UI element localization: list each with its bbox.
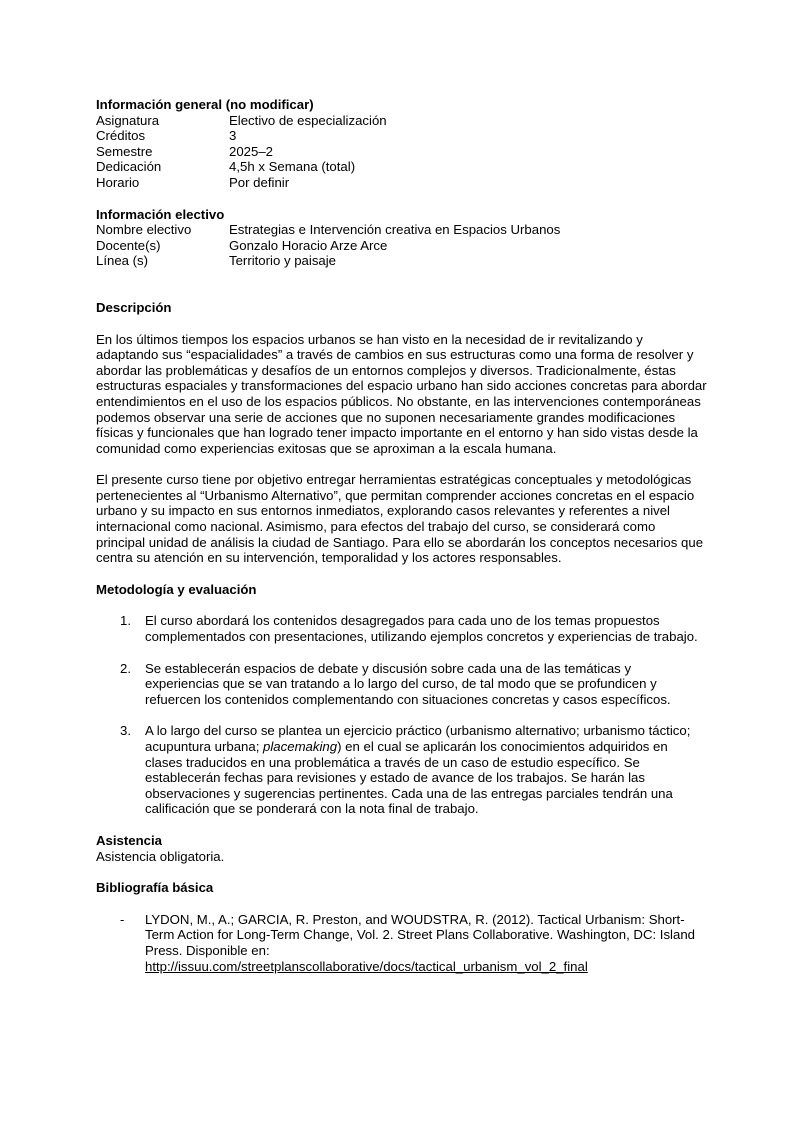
document-page — [96, 97, 708, 974]
list-bullet: - — [120, 911, 125, 927]
attendance-heading: Asistencia — [96, 832, 162, 848]
methodology-list — [96, 613, 708, 817]
info-value: 3 — [229, 128, 237, 144]
info-key: Docente(s) — [96, 237, 161, 253]
info-value: 2025–2 — [229, 143, 274, 159]
info-key: Horario — [96, 174, 140, 190]
info-key: Línea (s) — [96, 253, 149, 269]
bibliography-list — [96, 912, 708, 974]
info-key: Dedicación — [96, 159, 162, 175]
info-row — [96, 222, 708, 238]
bibliography-heading: Bibliografía básica — [96, 880, 214, 896]
info-key: Créditos — [96, 128, 146, 144]
info-row — [96, 175, 708, 191]
info-row — [96, 128, 708, 144]
info-key: Asignatura — [96, 112, 160, 128]
info-row — [96, 238, 708, 254]
info-row — [96, 113, 708, 129]
general-info-heading: Información general (no modificar) — [96, 97, 314, 112]
methodology-heading: Metodología y evaluación — [96, 581, 257, 597]
list-text: LYDON, M., A.; GARCIA, R. Preston, and WOUDSTRA, R. (2012). Tactical Urbanism: Short-Term Action for Long-Term Change, Vol. 2. Street Plans Collaborative. Washington, DC: Island Press. Disponible en: http://issuu.com/streetplanscollaborative/docs/tactical_urbanism_vol_2_final — [145, 911, 695, 974]
info-row — [96, 144, 708, 160]
elective-info-table — [96, 222, 708, 269]
info-value: Territorio y paisaje — [229, 253, 337, 269]
list-item — [120, 723, 708, 817]
list-item — [120, 613, 708, 644]
list-number: 2. — [120, 660, 131, 676]
list-number: 3. — [120, 723, 131, 739]
description-paragraph: El presente curso tiene por objetivo entregar herramientas estratégicas conceptuales y metodológicas pertenecientes al “Urbanismo Alternativo”, que permitan comprender acciones concretas en el espacio urbano y su impacto en sus entornos inmediatos, explorando casos relevantes y referentes a nivel internacional como nacional. Asimismo, para efectos del trabajo del curso, se considerará como principal unidad de análisis la ciudad de Santiago. Para ello se abordarán los conceptos necesarios que centra su atención en su intervención, temporalidad y los actores responsables. — [96, 472, 704, 566]
bibliography-link[interactable]: http://issuu.com/streetplanscollaborative/docs/tactical_urbanism_vol_2_final — [145, 958, 588, 974]
list-text: Se establecerán espacios de debate y discusión sobre cada una de las temáticas y experiencias que se van tratando a lo largo del curso, de tal modo que se profundicen y refuercen los contenidos complementando con situaciones concretas y casos específicos. — [145, 660, 671, 707]
list-text: El curso abordará los contenidos desagregados para cada uno de los temas propuestos complementados con presentaciones, utilizando ejemplos concretos y experiencias de trabajo. — [145, 613, 698, 645]
list-text: A lo largo del curso se plantea un ejercicio práctico (urbanismo alternativo; urbanismo táctico; acupuntura urbana; placemaking) en el cual se aplicarán los conocimientos adquiridos en clases traducidos en una problemática a través de un caso de estudio específico. Se establecerán fechas para revisiones y estado de avance de los trabajos. Se harán las observaciones y sugerencias pertinentes. Cada una de las entregas parciales tendrán una calificación que se ponderará con la nota final de trabajo. — [145, 723, 691, 817]
general-info-table — [96, 113, 708, 191]
info-value: 4,5h x Semana (total) — [229, 159, 356, 175]
list-number: 1. — [120, 613, 131, 629]
info-key: Semestre — [96, 143, 153, 159]
info-row — [96, 159, 708, 175]
elective-info-heading: Información electivo — [96, 206, 225, 222]
info-value: Por definir — [229, 174, 290, 190]
info-value: Gonzalo Horacio Arze Arce — [229, 237, 388, 253]
info-key: Nombre electivo — [96, 222, 192, 238]
info-row — [96, 253, 708, 269]
list-item — [120, 912, 708, 974]
list-item — [120, 661, 708, 708]
attendance-text: Asistencia obligatoria. — [96, 848, 225, 864]
description-paragraph: En los últimos tiempos los espacios urbanos se han visto en la necesidad de ir revitalizando y adaptando sus “espacialidades” a través de cambios en sus estructuras como una forma de resolver y abordar las problemáticas y desafíos de un entornos complejos y diversos. Tradicionalmente, éstas estructuras espaciales y transformaciones del espacio urbano han sido acciones concretas para abordar entendimientos en el uso de los espacios públicos. No obstante, en las intervenciones contemporáneas podemos observar una serie de acciones que no suponen necesariamente grandes modificaciones físicas y funcionales que han logrado tener impacto importante en el entorno y han sido vistas desde la comunidad como experiencias exitosas que se aproximan a la escala humana. — [96, 331, 707, 456]
info-value: Estrategias e Intervención creativa en Espacios Urbanos — [229, 222, 561, 238]
info-value: Electivo de especialización — [229, 112, 387, 128]
description-heading: Descripción — [96, 299, 172, 315]
